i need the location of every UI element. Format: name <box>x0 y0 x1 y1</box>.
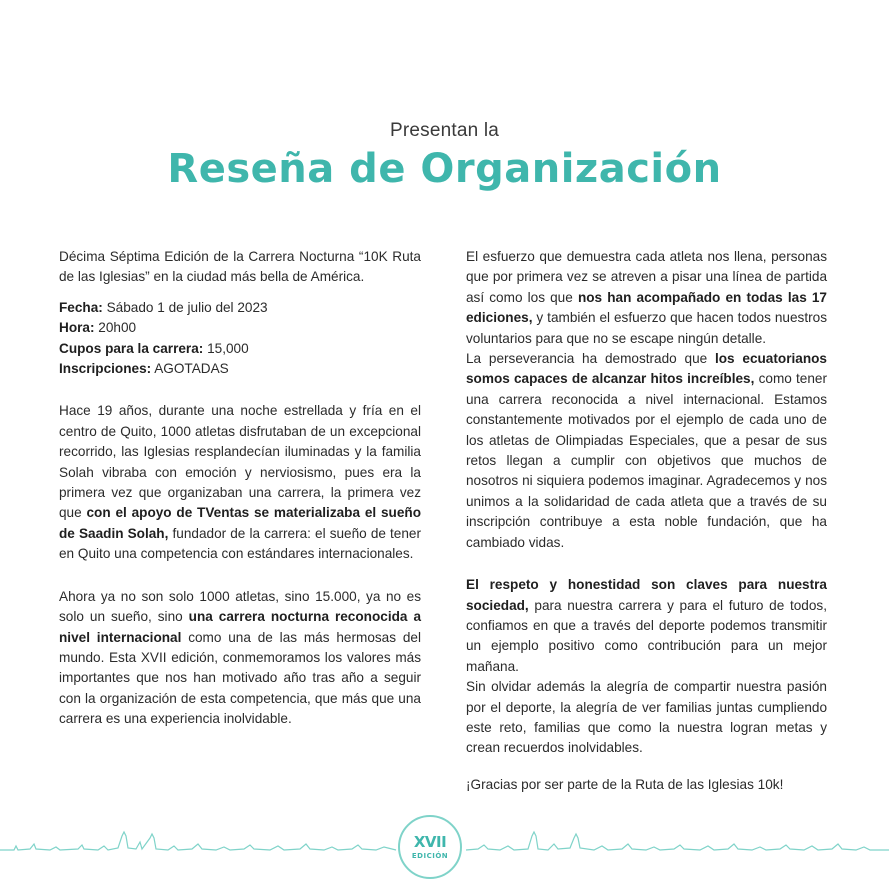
cupos-value: 15,000 <box>203 340 249 356</box>
edition-word: EDICIÓN <box>411 852 449 860</box>
fecha-value: Sábado 1 de julio del 2023 <box>102 299 268 315</box>
pre-title: Presentan la <box>389 120 500 141</box>
respect-text: para nuestra carrera y para el futuro de todos, confiamos en que a través del deporte podemos transmitir un ejemplo positivo como contribución para un mejor mañana. <box>466 597 827 674</box>
effort-bold: nos han acompañado en todas las 17 ediciones, <box>466 289 827 326</box>
present-bold: una carrera nocturna reconocida a nivel internacional <box>59 609 422 645</box>
cupos-label: Cupos para la carrera: <box>59 340 204 356</box>
inscripciones-label: Inscripciones: <box>59 361 152 377</box>
perseverance-text-1: La perseverancia ha demostrado que <box>466 351 715 367</box>
respect-bold: El respeto y honestidad son claves para nuestra sociedad, <box>466 577 827 613</box>
present-paragraph <box>59 587 421 730</box>
info-fecha <box>59 298 421 318</box>
info-hora <box>59 318 421 338</box>
history-text-1: Hace 19 años, durante una noche estrellada y fría en el centro de Quito, 1000 atletas disfrutaban de un excepcional recorrido, las Iglesias resplandecían iluminadas y la familia Solah vibraba con emoción y nerviosismo, pues era la primera vez que organizaban una carrera, la primera vez que <box>59 403 421 521</box>
skyline-right <box>466 832 889 850</box>
hora-value: 20h00 <box>94 320 137 336</box>
skyline-left <box>0 832 396 850</box>
left-column <box>59 247 421 730</box>
edition-badge <box>398 815 462 879</box>
effort-text-1: El esfuerzo que demuestra cada atleta nos llena, personas que por primera vez se atreven a pisar una línea de partida así como los que <box>466 249 827 305</box>
joy-paragraph: Sin olvidar además la alegría de compartir nuestra pasión por el deporte, la alegría de ver familias juntas cumpliendo este reto, familias que como la nuestra logran metas y crean recuerdos inolvidables. <box>466 679 827 756</box>
closing-line: ¡Gracias por ser parte de la Ruta de las Iglesias 10k! <box>466 776 784 792</box>
effort-paragraph <box>466 247 827 349</box>
edition-number: XVII <box>413 833 447 851</box>
fecha-label: Fecha: <box>59 299 103 315</box>
perseverance-bold: los ecuatorianos somos capaces de alcanzar hitos increíbles, <box>466 351 827 387</box>
perseverance-text-2: como tener una carrera reconocida a nivel internacional. Estamos constantemente motivados por el ejemplo de cada uno de los atletas de Olimpiadas Especiales, que a pesar de sus retos llegan a cumplir con objetivos que muchos de nosotros ni siquiera podemos imaginar. Agradecemos y nos unimos a la solidaridad de cada atleta que a través de su inscripción contribuye a esta noble fundación, que ha cambiado vidas. <box>466 371 828 550</box>
hora-label: Hora: <box>59 320 95 336</box>
right-column <box>466 247 827 795</box>
effort-text-2: y también el esfuerzo que hacen todos nuestros voluntarios para que no se escape ningún detalle. <box>466 310 827 346</box>
info-inscripciones <box>59 359 421 379</box>
info-cupos <box>59 339 421 359</box>
present-text-2: como una de las más hermosas del mundo. Esta XVII edición, conmemoramos los valores más importantes que nos han motivado año tras año a seguir con la organización de esta competencia, que más que una carrera es una experiencia inolvidable. <box>59 629 421 727</box>
inscripciones-value: AGOTADAS <box>151 361 229 377</box>
history-paragraph <box>59 401 421 564</box>
history-text-2: fundador de la carrera: el sueño de tener en Quito una competencia con estándares internacionales. <box>59 525 422 562</box>
intro-paragraph: Décima Séptima Edición de la Carrera Nocturna “10K Ruta de las Iglesias” en la ciudad más bella de América. <box>59 249 421 285</box>
respect-paragraph <box>466 575 827 677</box>
present-text-1: Ahora ya no son solo 1000 atletas, sino 15.000, ya no es solo un sueño, sino <box>59 588 421 625</box>
page-title: Reseña de Organización <box>167 146 722 192</box>
history-bold: con el apoyo de TVentas se materializaba el sueño de Saadin Solah, <box>59 505 421 541</box>
perseverance-paragraph <box>466 349 827 553</box>
